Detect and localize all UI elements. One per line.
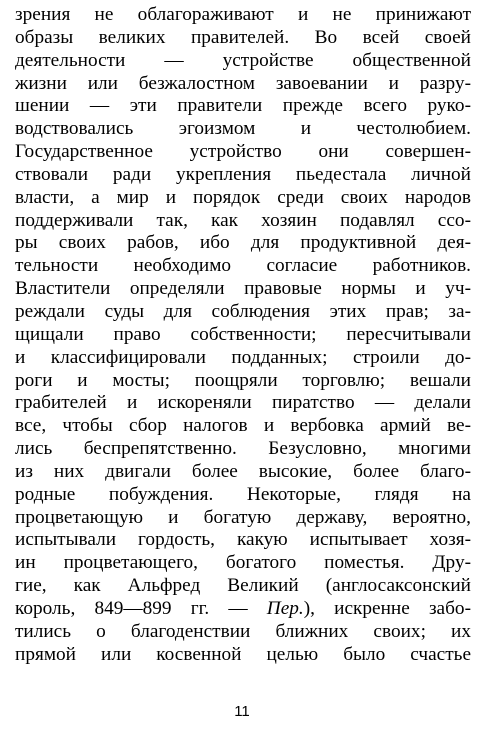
translator-note-abbreviation: Пер. — [266, 597, 304, 619]
text-line: Государственное устройство они совершен- — [15, 141, 471, 163]
text-line-with-translator-note — [15, 598, 471, 621]
text-line: жизни или безжалостном завоевании и разру- — [15, 72, 471, 94]
text-line: реждали суды для соблюдения этих прав; за- — [15, 300, 471, 322]
text-line: образы великих правителей. Во всей своей — [15, 26, 471, 48]
text-line: из них двигали более высокие, более благо- — [15, 460, 471, 482]
text-segment: ), искренне забо- — [303, 597, 471, 619]
text-line: ры своих рабов, ибо для продуктивной дея- — [15, 232, 471, 254]
text-line: зрения не облагораживают и не принижают — [15, 4, 471, 25]
text-line: щищали право собственности; пересчитывали — [15, 323, 471, 345]
body-text — [15, 4, 471, 666]
text-line: шении — эти правители прежде всего руко- — [15, 95, 471, 117]
text-line: ствовали ради укрепления пьедестала личной — [15, 163, 471, 185]
text-line: поддерживали так, как хозяин подавлял ссо- — [15, 209, 471, 231]
text-line: лись беспрепятственно. Безусловно, многими — [15, 438, 471, 460]
text-line: прямой или косвенной целью было счастье — [15, 643, 471, 665]
text-line: власти, а мир и порядок среди своих народов — [15, 186, 471, 208]
text-line: и классифицировали подданных; строили до- — [15, 346, 471, 368]
text-segment: король, 849—899 гг. — — [15, 597, 267, 619]
text-line: все, чтобы сбор налогов и вербовка армий ве- — [15, 415, 471, 437]
text-line: испытывали гордость, какую испытывает хозя- — [15, 529, 471, 551]
text-line: процветающую и богатую державу, вероятно, — [15, 506, 471, 528]
text-line: тельности необходимо согласие работников. — [15, 255, 471, 277]
text-line: водствовались эгоизмом и честолюбием. — [15, 118, 471, 140]
text-line: родные побуждения. Некоторые, глядя на — [15, 483, 471, 505]
text-line: гие, как Альфред Великий (англосаксонский — [15, 575, 471, 597]
text-line: грабителей и искореняли пиратство — делали — [15, 392, 471, 414]
text-line: ин процветающего, богатого поместья. Дру- — [15, 552, 471, 574]
text-line: Властители определяли правовые нормы и уч- — [15, 278, 471, 300]
text-line: роги и мосты; поощряли торговлю; вешали — [15, 369, 471, 391]
text-line: тились о благоденствии ближних своих; их — [15, 620, 471, 642]
page-number: 11 — [234, 703, 250, 720]
text-line: деятельности — устройстве общественной — [15, 49, 471, 71]
